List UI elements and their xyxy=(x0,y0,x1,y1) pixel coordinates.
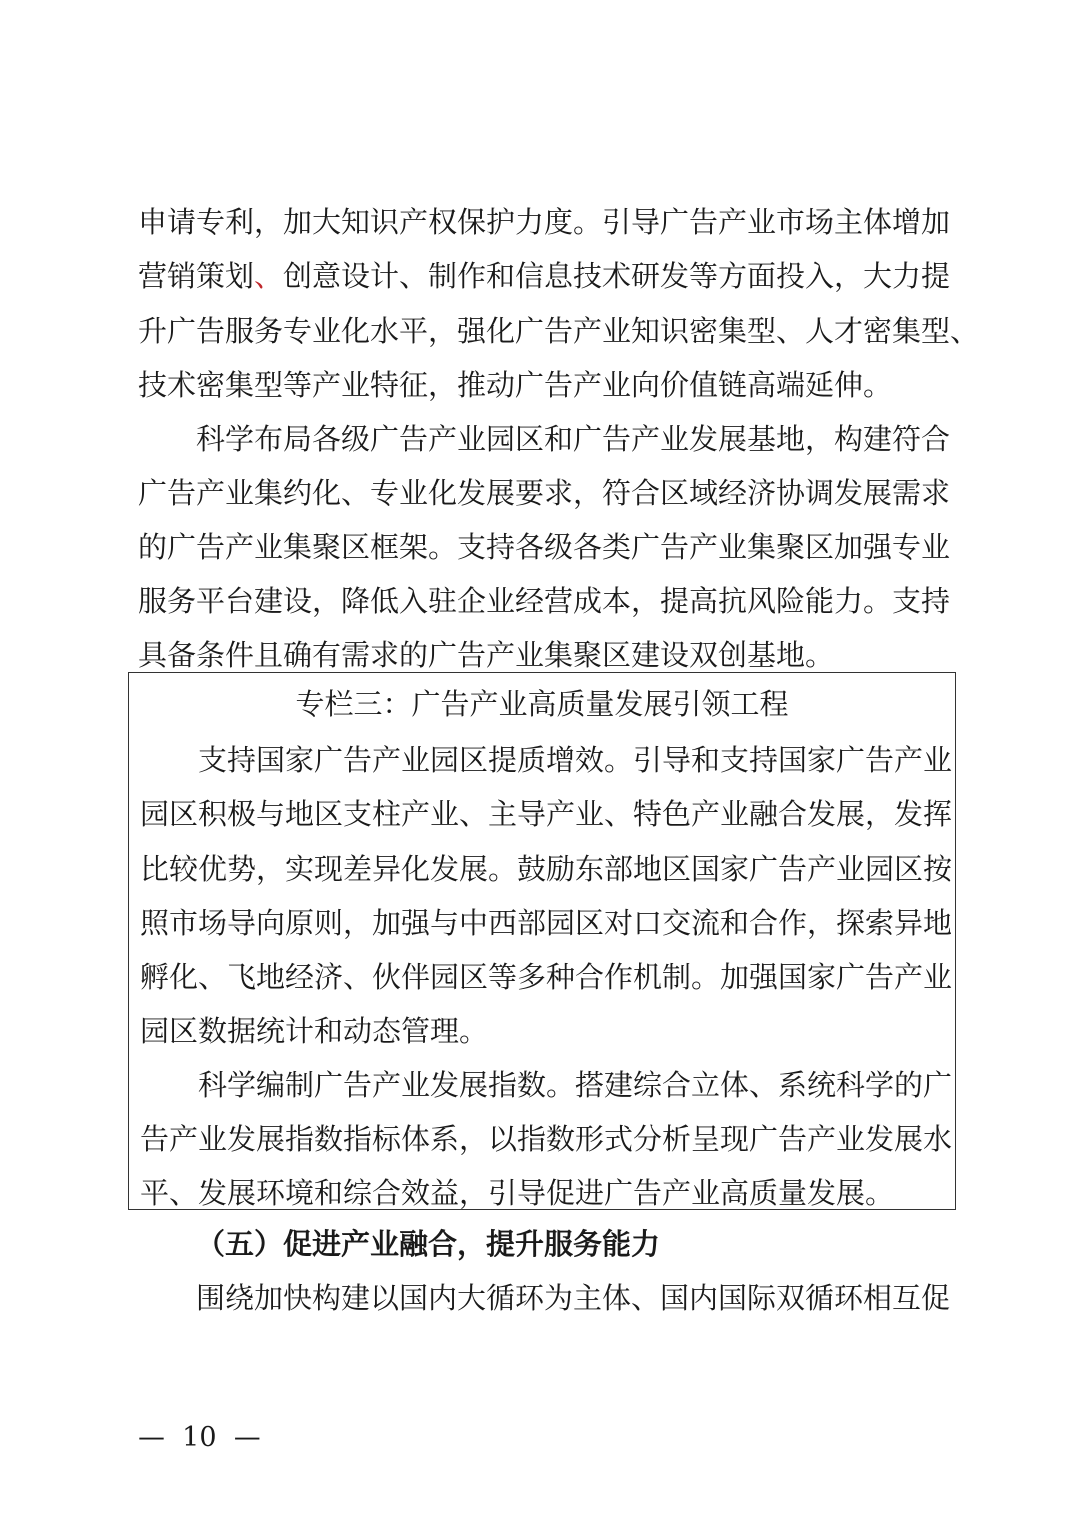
text-line: 具备条件且确有需求的广告产业集聚区建设双创基地。 xyxy=(138,638,835,672)
page-number-dash: — xyxy=(138,1422,165,1453)
text-line: 科学编制广告产业发展指数。搭建综合立体、系统科学的广 xyxy=(198,1068,953,1102)
text-line: 支持国家广告产业园区提质增效。引导和支持国家广告产业 xyxy=(198,743,953,777)
page-number xyxy=(138,1418,261,1458)
text-segment: 、 xyxy=(254,259,284,293)
text-line: 升广告服务专业化水平，强化广告产业知识密集型、人才密集型、 xyxy=(138,314,980,348)
text-segment: 营销策划 xyxy=(138,259,255,293)
box-title: 专栏三：广告产业高质量发展引领工程 xyxy=(295,687,789,721)
text-line: 广告产业集约化、专业化发展要求，符合区域经济协调发展需求 xyxy=(138,476,951,510)
page-number-value: 10 xyxy=(182,1422,217,1453)
text-line: 围绕加快构建以国内大循环为主体、国内国际双循环相互促 xyxy=(196,1281,951,1315)
text-line: 申请专利，加大知识产权保护力度。引导广告产业市场主体增加 xyxy=(138,205,951,239)
text-line: 平、发展环境和综合效益，引导促进广告产业高质量发展。 xyxy=(140,1176,895,1210)
text-line: 园区数据统计和动态管理。 xyxy=(140,1014,489,1048)
text-line: 告产业发展指数指标体系，以指数形式分析呈现广告产业发展水 xyxy=(140,1122,953,1156)
text-line: 比较优势，实现差异化发展。鼓励东部地区国家广告产业园区按 xyxy=(140,852,953,886)
text-line xyxy=(138,256,951,296)
page-number-dash: — xyxy=(233,1422,261,1453)
text-line: 孵化、飞地经济、伙伴园区等多种合作机制。加强国家广告产业 xyxy=(140,960,953,994)
text-line: 照市场导向原则，加强与中西部园区对口交流和合作，探索异地 xyxy=(140,906,953,940)
text-line: 科学布局各级广告产业园区和广告产业发展基地，构建符合 xyxy=(196,422,951,456)
text-segment: 创意设计、制作和信息技术研发等方面投入，大力提 xyxy=(283,259,951,293)
text-line: 园区积极与地区支柱产业、主导产业、特色产业融合发展，发挥 xyxy=(140,797,953,831)
section-heading: （五）促进产业融合，提升服务能力 xyxy=(196,1227,661,1261)
text-line: 服务平台建设，降低入驻企业经营成本，提高抗风险能力。支持 xyxy=(138,584,951,618)
text-line: 的广告产业集聚区框架。支持各级各类广告产业集聚区加强专业 xyxy=(138,530,951,564)
text-line: 技术密集型等产业特征，推动广告产业向价值链高端延伸。 xyxy=(138,368,893,402)
